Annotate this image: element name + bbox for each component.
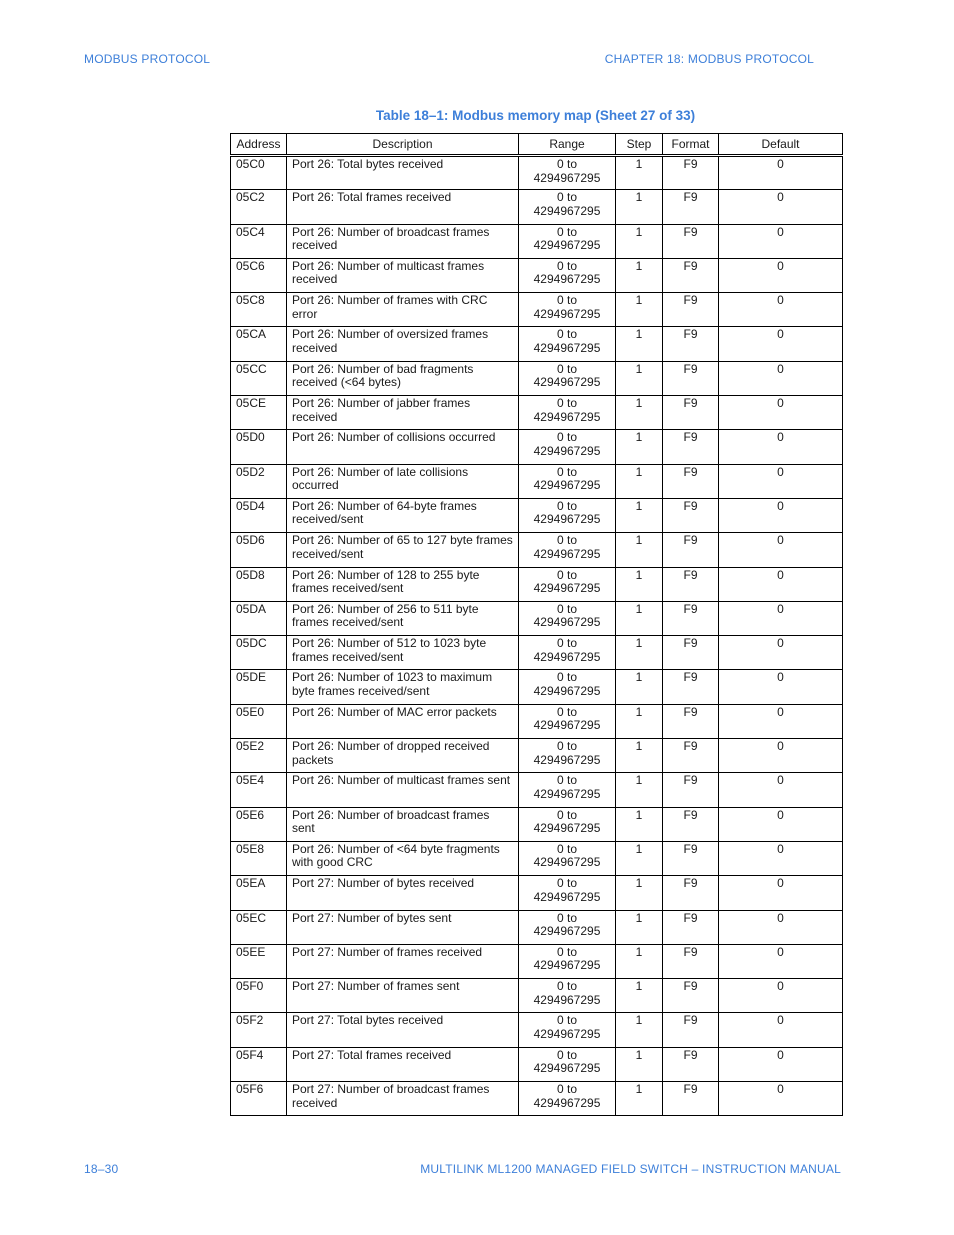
cell-format: F9: [663, 1047, 719, 1081]
cell-default: 0: [719, 464, 843, 498]
cell-default: 0: [719, 498, 843, 532]
cell-range: 0 to 4294967295: [519, 1082, 616, 1116]
cell-format: F9: [663, 464, 719, 498]
cell-default: 0: [719, 841, 843, 875]
table-row: [231, 841, 843, 875]
table-row: [231, 1013, 843, 1047]
table-row: [231, 361, 843, 395]
cell-description: Port 26: Number of late collisions occurred: [287, 464, 519, 498]
cell-description: Port 26: Number of oversized frames received: [287, 327, 519, 361]
cell-format: F9: [663, 293, 719, 327]
cell-range: 0 to 4294967295: [519, 361, 616, 395]
cell-address: 05CC: [231, 361, 287, 395]
cell-default: 0: [719, 910, 843, 944]
cell-range: 0 to 4294967295: [519, 498, 616, 532]
cell-range: 0 to 4294967295: [519, 258, 616, 292]
cell-default: 0: [719, 190, 843, 224]
table-row: [231, 464, 843, 498]
cell-description: Port 26: Number of broadcast frames received: [287, 224, 519, 258]
cell-description: Port 27: Number of frames received: [287, 944, 519, 978]
cell-default: 0: [719, 773, 843, 807]
cell-format: F9: [663, 704, 719, 738]
table-row: [231, 670, 843, 704]
cell-range: 0 to 4294967295: [519, 464, 616, 498]
cell-step: 1: [616, 670, 663, 704]
cell-description: Port 26: Number of multicast frames sent: [287, 773, 519, 807]
cell-range: 0 to 4294967295: [519, 876, 616, 910]
cell-range: 0 to 4294967295: [519, 807, 616, 841]
cell-address: 05EC: [231, 910, 287, 944]
cell-default: 0: [719, 979, 843, 1013]
cell-default: 0: [719, 807, 843, 841]
cell-address: 05E4: [231, 773, 287, 807]
table-row: [231, 979, 843, 1013]
cell-step: 1: [616, 430, 663, 464]
cell-range: 0 to 4294967295: [519, 224, 616, 258]
cell-step: 1: [616, 224, 663, 258]
cell-default: 0: [719, 396, 843, 430]
cell-address: 05C4: [231, 224, 287, 258]
cell-description: Port 26: Number of MAC error packets: [287, 704, 519, 738]
cell-address: 05F0: [231, 979, 287, 1013]
cell-address: 05C8: [231, 293, 287, 327]
cell-default: 0: [719, 944, 843, 978]
cell-default: 0: [719, 258, 843, 292]
cell-step: 1: [616, 910, 663, 944]
cell-step: 1: [616, 1013, 663, 1047]
table-row: [231, 876, 843, 910]
table-row: [231, 773, 843, 807]
cell-range: 0 to 4294967295: [519, 704, 616, 738]
cell-address: 05EE: [231, 944, 287, 978]
cell-address: 05E8: [231, 841, 287, 875]
cell-format: F9: [663, 670, 719, 704]
cell-description: Port 26: Number of 128 to 255 byte frames received/sent: [287, 567, 519, 601]
cell-format: F9: [663, 773, 719, 807]
table-row: [231, 1082, 843, 1116]
cell-range: 0 to 4294967295: [519, 1013, 616, 1047]
cell-format: F9: [663, 910, 719, 944]
cell-range: 0 to 4294967295: [519, 601, 616, 635]
cell-step: 1: [616, 636, 663, 670]
cell-step: 1: [616, 739, 663, 773]
cell-format: F9: [663, 739, 719, 773]
cell-description: Port 26: Number of bad fragments received (<64 bytes): [287, 361, 519, 395]
cell-default: 0: [719, 636, 843, 670]
cell-format: F9: [663, 258, 719, 292]
table-row: [231, 601, 843, 635]
cell-address: 05D0: [231, 430, 287, 464]
cell-range: 0 to 4294967295: [519, 636, 616, 670]
cell-step: 1: [616, 258, 663, 292]
column-header-address: Address: [231, 134, 287, 156]
table-row: [231, 533, 843, 567]
cell-step: 1: [616, 327, 663, 361]
cell-default: 0: [719, 876, 843, 910]
cell-address: 05C2: [231, 190, 287, 224]
cell-step: 1: [616, 1082, 663, 1116]
cell-default: 0: [719, 567, 843, 601]
cell-description: Port 27: Number of bytes sent: [287, 910, 519, 944]
cell-default: 0: [719, 739, 843, 773]
cell-description: Port 26: Number of dropped received packets: [287, 739, 519, 773]
table-row: [231, 704, 843, 738]
cell-default: 0: [719, 293, 843, 327]
cell-address: 05D2: [231, 464, 287, 498]
cell-address: 05DE: [231, 670, 287, 704]
cell-address: 05DC: [231, 636, 287, 670]
cell-range: 0 to 4294967295: [519, 841, 616, 875]
cell-description: Port 26: Total bytes received: [287, 156, 519, 190]
cell-step: 1: [616, 979, 663, 1013]
page-number: 18–30: [84, 1162, 119, 1176]
cell-description: Port 26: Number of 1023 to maximum byte frames received/sent: [287, 670, 519, 704]
cell-format: F9: [663, 190, 719, 224]
cell-format: F9: [663, 1013, 719, 1047]
table-header-row: [231, 134, 843, 156]
cell-range: 0 to 4294967295: [519, 533, 616, 567]
cell-default: 0: [719, 704, 843, 738]
cell-description: Port 26: Number of jabber frames received: [287, 396, 519, 430]
column-header-format: Format: [663, 134, 719, 156]
cell-range: 0 to 4294967295: [519, 944, 616, 978]
table-row: [231, 224, 843, 258]
cell-format: F9: [663, 327, 719, 361]
cell-description: Port 27: Total frames received: [287, 1047, 519, 1081]
cell-step: 1: [616, 841, 663, 875]
cell-description: Port 26: Number of 256 to 511 byte frames received/sent: [287, 601, 519, 635]
table-row: [231, 156, 843, 190]
cell-description: Port 26: Number of <64 byte fragments with good CRC: [287, 841, 519, 875]
cell-default: 0: [719, 224, 843, 258]
modbus-memory-map-table: [230, 133, 843, 1116]
cell-description: Port 26: Number of collisions occurred: [287, 430, 519, 464]
table-body: [231, 156, 843, 1116]
table-row: [231, 944, 843, 978]
cell-description: Port 26: Number of 64-byte frames received/sent: [287, 498, 519, 532]
cell-address: 05D6: [231, 533, 287, 567]
cell-range: 0 to 4294967295: [519, 430, 616, 464]
cell-address: 05D4: [231, 498, 287, 532]
table-row: [231, 190, 843, 224]
cell-range: 0 to 4294967295: [519, 739, 616, 773]
cell-step: 1: [616, 498, 663, 532]
table-row: [231, 430, 843, 464]
table-caption: Table 18–1: Modbus memory map (Sheet 27 of 33): [375, 108, 696, 123]
cell-default: 0: [719, 1013, 843, 1047]
cell-format: F9: [663, 498, 719, 532]
cell-format: F9: [663, 636, 719, 670]
cell-range: 0 to 4294967295: [519, 910, 616, 944]
cell-format: F9: [663, 224, 719, 258]
cell-address: 05CA: [231, 327, 287, 361]
cell-step: 1: [616, 361, 663, 395]
table-row: [231, 396, 843, 430]
cell-description: Port 26: Number of broadcast frames sent: [287, 807, 519, 841]
cell-format: F9: [663, 841, 719, 875]
cell-address: 05F6: [231, 1082, 287, 1116]
cell-range: 0 to 4294967295: [519, 670, 616, 704]
cell-description: Port 27: Number of broadcast frames received: [287, 1082, 519, 1116]
cell-step: 1: [616, 293, 663, 327]
table-row: [231, 636, 843, 670]
table-row: [231, 327, 843, 361]
table-row: [231, 1047, 843, 1081]
cell-default: 0: [719, 1047, 843, 1081]
cell-range: 0 to 4294967295: [519, 293, 616, 327]
cell-format: F9: [663, 1082, 719, 1116]
cell-address: 05DA: [231, 601, 287, 635]
cell-address: 05EA: [231, 876, 287, 910]
cell-default: 0: [719, 156, 843, 190]
cell-step: 1: [616, 156, 663, 190]
cell-format: F9: [663, 533, 719, 567]
cell-step: 1: [616, 567, 663, 601]
cell-default: 0: [719, 361, 843, 395]
cell-address: 05E0: [231, 704, 287, 738]
running-header-left: MODBUS PROTOCOL: [84, 52, 211, 66]
cell-description: Port 26: Number of multicast frames received: [287, 258, 519, 292]
cell-description: Port 26: Number of 512 to 1023 byte frames received/sent: [287, 636, 519, 670]
table-row: [231, 567, 843, 601]
cell-address: 05E6: [231, 807, 287, 841]
cell-format: F9: [663, 876, 719, 910]
cell-address: 05D8: [231, 567, 287, 601]
cell-address: 05E2: [231, 739, 287, 773]
cell-default: 0: [719, 1082, 843, 1116]
table-row: [231, 498, 843, 532]
cell-default: 0: [719, 327, 843, 361]
cell-range: 0 to 4294967295: [519, 156, 616, 190]
cell-address: 05F2: [231, 1013, 287, 1047]
cell-format: F9: [663, 361, 719, 395]
column-header-step: Step: [616, 134, 663, 156]
table-row: [231, 807, 843, 841]
cell-description: Port 27: Number of bytes received: [287, 876, 519, 910]
cell-default: 0: [719, 430, 843, 464]
cell-format: F9: [663, 601, 719, 635]
cell-range: 0 to 4294967295: [519, 773, 616, 807]
cell-step: 1: [616, 464, 663, 498]
cell-description: Port 26: Number of frames with CRC error: [287, 293, 519, 327]
column-header-description: Description: [287, 134, 519, 156]
cell-step: 1: [616, 1047, 663, 1081]
cell-step: 1: [616, 533, 663, 567]
running-footer-title: MULTILINK ML1200 MANAGED FIELD SWITCH – INSTRUCTION MANUAL: [420, 1162, 841, 1176]
running-header-right: CHAPTER 18: MODBUS PROTOCOL: [604, 52, 814, 66]
table-row: [231, 293, 843, 327]
cell-step: 1: [616, 601, 663, 635]
cell-step: 1: [616, 807, 663, 841]
cell-format: F9: [663, 807, 719, 841]
cell-range: 0 to 4294967295: [519, 1047, 616, 1081]
table-row: [231, 739, 843, 773]
cell-default: 0: [719, 601, 843, 635]
table-row: [231, 910, 843, 944]
cell-step: 1: [616, 876, 663, 910]
cell-default: 0: [719, 670, 843, 704]
cell-range: 0 to 4294967295: [519, 190, 616, 224]
column-header-default: Default: [719, 134, 843, 156]
cell-description: Port 27: Total bytes received: [287, 1013, 519, 1047]
cell-format: F9: [663, 567, 719, 601]
cell-format: F9: [663, 430, 719, 464]
table-row: [231, 258, 843, 292]
cell-description: Port 26: Total frames received: [287, 190, 519, 224]
cell-format: F9: [663, 979, 719, 1013]
cell-step: 1: [616, 944, 663, 978]
cell-address: 05C6: [231, 258, 287, 292]
column-header-range: Range: [519, 134, 616, 156]
cell-format: F9: [663, 944, 719, 978]
cell-default: 0: [719, 533, 843, 567]
cell-format: F9: [663, 396, 719, 430]
cell-range: 0 to 4294967295: [519, 327, 616, 361]
cell-step: 1: [616, 190, 663, 224]
cell-step: 1: [616, 773, 663, 807]
cell-range: 0 to 4294967295: [519, 979, 616, 1013]
cell-range: 0 to 4294967295: [519, 567, 616, 601]
cell-address: 05CE: [231, 396, 287, 430]
cell-description: Port 27: Number of frames sent: [287, 979, 519, 1013]
cell-step: 1: [616, 704, 663, 738]
cell-step: 1: [616, 396, 663, 430]
cell-address: 05F4: [231, 1047, 287, 1081]
cell-range: 0 to 4294967295: [519, 396, 616, 430]
cell-format: F9: [663, 156, 719, 190]
cell-address: 05C0: [231, 156, 287, 190]
cell-description: Port 26: Number of 65 to 127 byte frames received/sent: [287, 533, 519, 567]
